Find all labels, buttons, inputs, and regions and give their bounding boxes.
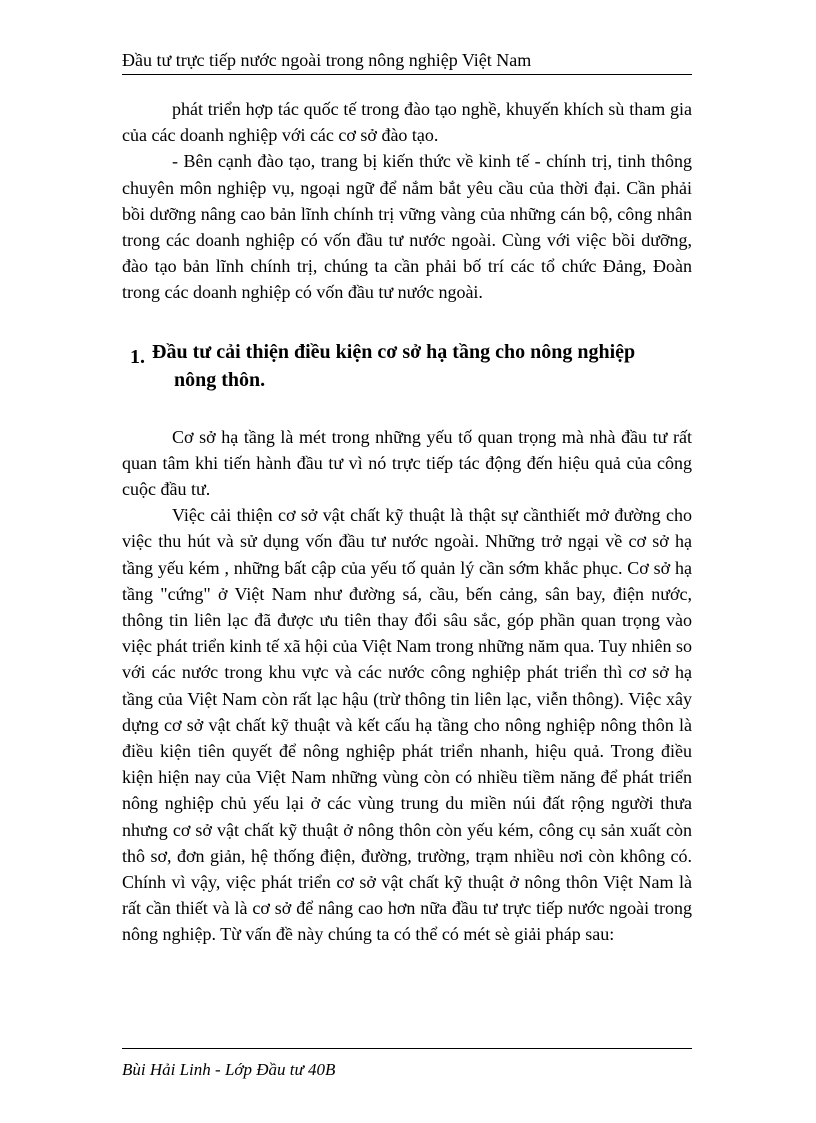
section-number: 1.: [130, 345, 145, 368]
paragraph-continuation: phát triển hợp tác quốc tế trong đào tạo nghề, khuyến khích sù tham gia của các doanh nghiệp với các cơ sở đào tạo.: [122, 99, 692, 146]
paragraph-infra-intro: Cơ sở hạ tầng là mét trong những yếu tố quan trọng mà nhà đầu tư rất quan tâm khi tiến hành đầu tư vì nó trực tiếp tác động đến hiệu quả của công cuộc đầu tư.: [122, 426, 692, 500]
paragraph-training: - Bên cạnh đào tạo, trang bị kiến thức về kinh tế - chính trị, tinh thông chuyên môn nghiệp vụ, ngoại ngữ để nắm bắt yêu cầu của thời đại. Cần phải bồi dưỡng nâng cao bản lĩnh chính trị vững vàng của những cán bộ, công nhân trong các doanh nghiệp có vốn đầu tư nước ngoài. Cùng với việc bồi dưỡng, đào tạo bản lĩnh chính trị, chúng ta cần phải bố trí các tổ chức Đảng, Đoàn trong các doanh nghiệp có vốn đầu tư nước ngoài.: [122, 151, 692, 303]
paragraph-infra-detail: Việc cải thiện cơ sở vật chất kỹ thuật là thật sự cầnthiết mở đường cho việc thu hút và sử dụng vốn đầu tư nước ngoài. Những trở ngại về cơ sở hạ tầng yếu kém , những bất cập của yếu tố quản lý cần sớm khắc phục. Cơ sở hạ tầng "cứng" ở Việt Nam như đường sá, cầu, bến cảng, sân bay, điện nước, thông tin liên lạc đã được ưu tiên thay đổi sâu sắc, góp phần quan trọng vào việc phát triển kinh tế xã hội của Việt Nam trong những năm qua. Tuy nhiên so với các nước trong khu vực và các nước công nghiệp phát triển thì cơ sở hạ tầng của Việt Nam còn rất lạc hậu (trừ thông tin liên lạc, viễn thông). Việc xây dựng cơ sở vật chất kỹ thuật và kết cấu hạ tầng cho nông nghiệp nông thôn là điều kiện tiên quyết để nông nghiệp phát triển nhanh, hiệu quả. Trong điều kiện hiện nay của Việt Nam những vùng còn có nhiều tiềm năng để phát triển nông nghiệp chủ yếu lại ở các vùng trung du miền núi đất rộng người thưa nhưng cơ sở vật chất kỹ thuật ở nông thôn còn yếu kém, công cụ sản xuất còn thô sơ, đơn giản, hệ thống điện, đường, trường, trạm nhiều nơi còn không có. Chính vì vậy, việc phát triển cơ sở vật chất kỹ thuật ở nông thôn Việt Nam là rất cần thiết và là cơ sở để nâng cao hơn nữa đầu tư trực tiếp nước ngoài trong nông nghiệp. Từ vấn đề này chúng ta có thể có mét sè giải pháp sau:: [122, 505, 692, 945]
section-title-line1: Đầu tư cải thiện điều kiện cơ sở hạ tầng cho nông nghiệp: [152, 340, 636, 363]
section-title-line2: nông thôn.: [174, 368, 266, 391]
section-heading: [130, 338, 692, 394]
section-title: [152, 338, 692, 394]
footer-author: Bùi Hải Linh - Lớp Đầu tư 40B: [122, 1060, 336, 1079]
page-body: [122, 96, 692, 948]
page-header: [122, 48, 692, 75]
header-title: Đầu tư trực tiếp nước ngoài trong nông nghiệp Việt Nam: [122, 50, 532, 70]
page-footer: [122, 1048, 692, 1081]
